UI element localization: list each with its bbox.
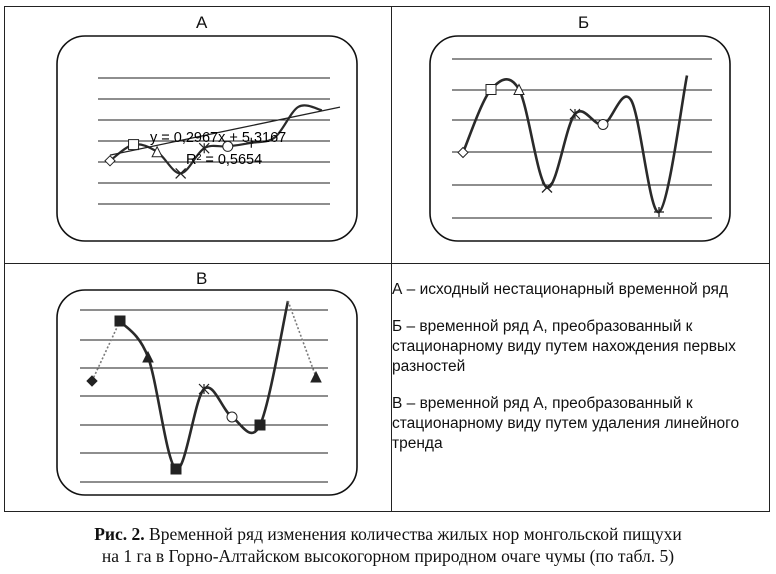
caption-prefix: Рис. 2. <box>94 524 145 544</box>
panel-c-point-1 <box>87 376 97 386</box>
panel-a-title: А <box>196 13 208 32</box>
panel-b-point-2 <box>486 85 496 95</box>
panel-c-point-6 <box>227 412 237 422</box>
panel-b-point-1 <box>458 148 468 158</box>
panel-c-point-5 <box>199 384 209 394</box>
panel-b-title: Б <box>578 13 590 32</box>
legend-block <box>392 280 762 471</box>
panel-a-point-2 <box>129 140 139 150</box>
panel-c-series-start <box>92 321 120 381</box>
caption-text-1: Временной ряд изменения количества жилых нор монгольской пищухи <box>144 524 682 544</box>
figure-caption-line2: на 1 га в Горно-Алтайском высокогорном природном очаге чумы (по табл. 5) <box>101 546 675 566</box>
panel-c-title: В <box>196 269 208 288</box>
panel-c-point-3 <box>143 352 153 362</box>
panel-b-box <box>430 36 730 241</box>
panel-c-point-2 <box>115 316 125 326</box>
legend-c: В – временной ряд А, преобразованный к стационарному виду путем удаления линейного тренда <box>392 395 740 452</box>
panel-a-point-3 <box>152 147 162 157</box>
panel-b-series-line <box>463 76 687 213</box>
panel-b-point-5 <box>570 109 580 119</box>
panel-c-series-end <box>288 301 316 377</box>
panel-c-point-9 <box>311 372 321 382</box>
panel-a-r-squared: R² = 0,5654 <box>186 152 263 168</box>
panel-c-point-7 <box>255 420 265 430</box>
legend-b: Б – временной ряд А, преобразованный к стационарному виду путем нахождения первых разностей <box>392 318 736 375</box>
figure-caption-line1 <box>0 524 776 545</box>
panel-a-trend-equation: y = 0,2967x + 5,3167 <box>150 130 287 146</box>
panel-b-point-6 <box>598 120 608 130</box>
panel-c-point-4 <box>171 464 181 474</box>
legend-a: А – исходный нестационарный временной ряд <box>392 281 728 298</box>
